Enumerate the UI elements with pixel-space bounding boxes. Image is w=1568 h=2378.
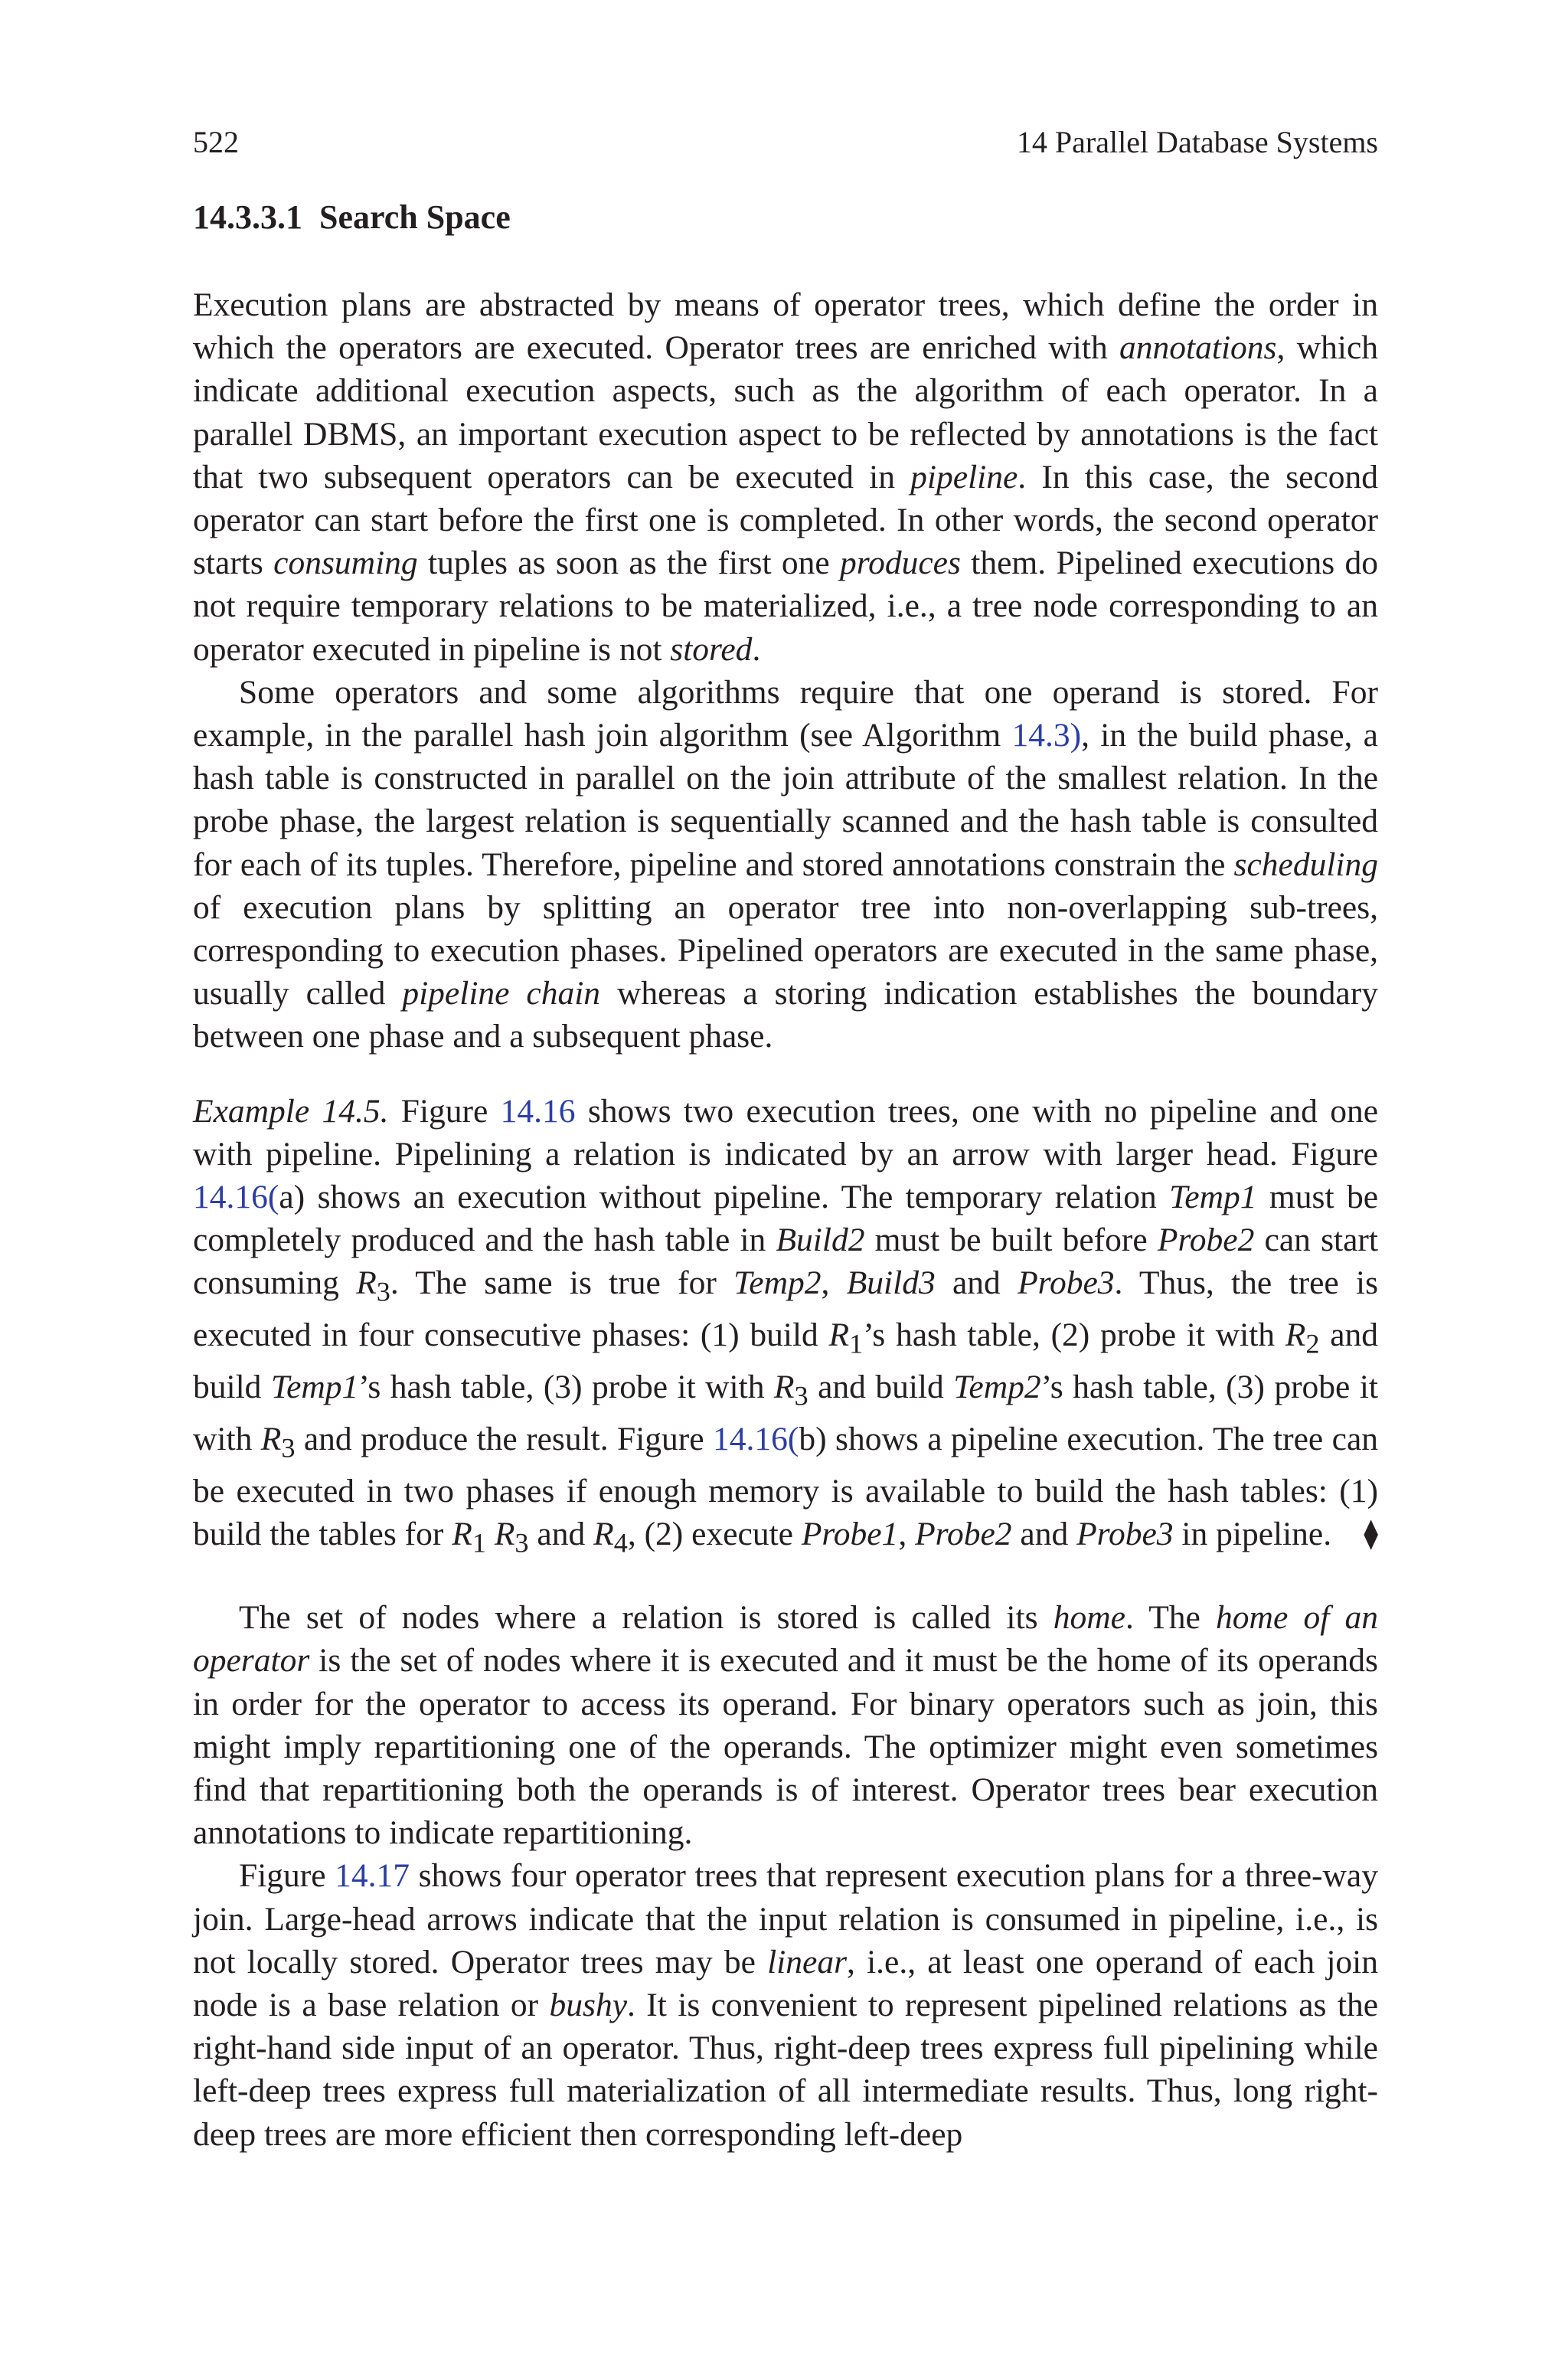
text-run: is the set of nodes where it is executed and it must be the home of its operands in order for the operator to access its operand. For binary operators such as join, this might imply repartitioning one of the operands. The optimizer might even sometimes find that repartitioning both the operands is of interest. Operator trees bear execution annotations to indicate repartitioning. <box>193 1642 1378 1852</box>
math-symbol: R <box>593 1516 614 1553</box>
math-term: Temp1 <box>270 1369 359 1406</box>
section-number: 14.3.3.1 <box>193 198 302 236</box>
math-symbol: R <box>1285 1317 1306 1354</box>
text-run: and produce the result. Figure <box>295 1421 714 1458</box>
emphasis: bushy <box>549 1986 628 2023</box>
math-term: Temp2 <box>733 1264 822 1302</box>
text-run: b) shows a pipeline execution. The tree can be executed in two phases if enough memory is available to build the hash tables: (1) build the tables for <box>193 1421 1379 1553</box>
text-run: shows four operator trees that represent execution plans for a three-way join. Large-head arrows indicate that the input relation is consumed in pipeline, i.e., is not locally stored. Operator trees may be <box>193 1857 1378 1981</box>
emphasis: scheduling <box>1233 846 1378 883</box>
emphasis: consuming <box>273 545 418 582</box>
text-run: . In this case, the second operator can start before the first one is completed. In other words, the second operator starts <box>193 458 1378 582</box>
text-run: The set of nodes where a relation is stored is called its <box>239 1599 1054 1637</box>
text-run: and <box>1011 1516 1077 1553</box>
text-run: tuples as soon as the first one <box>417 545 841 582</box>
math-subscript: 2 <box>1305 1329 1320 1360</box>
example-label: Example 14.5. <box>193 1092 389 1130</box>
math-subscript: 3 <box>376 1277 390 1308</box>
math-term: Temp1 <box>1169 1179 1257 1216</box>
math-term: Build2 <box>776 1222 865 1259</box>
body-text <box>193 283 1378 2156</box>
text-run: can start consuming <box>193 1222 1378 1302</box>
emphasis: stored <box>670 630 753 668</box>
section-title: Search Space <box>319 198 511 236</box>
section-heading <box>193 198 511 237</box>
text-run: in pipeline. <box>1173 1516 1332 1553</box>
text-run: Some operators and some algorithms require that one operand is stored. For example, in the parallel hash join algorithm (see Algorithm <box>193 673 1378 754</box>
text-run: ’s hash table, (3) probe it with <box>193 1369 1378 1458</box>
math-term: Build3 <box>846 1264 936 1302</box>
emphasis: pipeline <box>910 458 1018 496</box>
text-run: . <box>752 630 761 668</box>
text-run: them. Pipelined executions do not require temporary relations to be materialized, i.e., a tree node corresponding to an operator executed in pipeline is not <box>193 545 1378 668</box>
math-subscript: 4 <box>613 1527 628 1559</box>
math-term: Probe2 <box>1157 1222 1255 1259</box>
text-run: whereas a storing indication establishes the boundary between one phase and a subsequent phase. <box>193 975 1378 1055</box>
math-subscript: 1 <box>849 1329 864 1360</box>
end-of-example-icon: ⧫ <box>1364 1518 1378 1551</box>
figure-link[interactable]: 14.16( <box>193 1179 279 1216</box>
text-run: and <box>935 1264 1018 1302</box>
figure-link[interactable]: 14.16 <box>500 1092 576 1130</box>
algorithm-link[interactable]: 14.3) <box>1011 717 1082 754</box>
math-subscript: 3 <box>514 1527 529 1559</box>
text-run: . The same is true for <box>390 1264 734 1302</box>
text-run: , in the build phase, a hash table is constructed in parallel on the join attribute of the smallest relation. In the probe phase, the largest relation is sequentially scanned and the hash table is consulted for each of its tuples. Therefore, pipeline and stored annotations constrain the <box>193 717 1378 883</box>
math-term: Temp2 <box>953 1369 1041 1406</box>
math-symbol: R <box>828 1317 850 1354</box>
text-run: . It is convenient to represent pipelined relations as the right-hand side input of an operator. Thus, right-deep trees express full pipelining while left-deep trees express full materialization of all intermediate results. Thus, long right-deep trees are more efficient then corresponding left-deep <box>193 1986 1379 2153</box>
emphasis: produces <box>840 545 961 582</box>
math-subscript: 3 <box>794 1380 808 1411</box>
text-run: and build <box>193 1317 1379 1406</box>
text-run: . Thus, the tree is executed in four consecutive phases: (1) build <box>193 1264 1379 1354</box>
page-header <box>193 124 1378 162</box>
text-run: Figure <box>388 1092 501 1130</box>
text-run: , <box>898 1516 916 1553</box>
text-run: , i.e., at least one operand of each join node is a base relation or <box>193 1943 1378 2023</box>
text-run: a) shows an execution without pipeline. The temporary relation <box>279 1179 1170 1216</box>
emphasis: annotations <box>1119 329 1277 367</box>
text-run: and build <box>808 1369 954 1406</box>
page-number: 522 <box>193 125 239 159</box>
text-run <box>486 1516 495 1552</box>
paragraph-1 <box>193 283 1378 671</box>
text-run: shows two execution trees, one with no pipeline and one with pipeline. Pipelining a relation is indicated by an arrow with larger head. Figure <box>193 1092 1378 1173</box>
math-subscript: 3 <box>281 1432 296 1464</box>
emphasis: home of an operator <box>193 1599 1378 1680</box>
math-term: Probe3 <box>1076 1516 1174 1553</box>
figure-link[interactable]: 14.17 <box>335 1857 410 1895</box>
math-symbol: R <box>356 1264 377 1302</box>
text-run: Figure <box>239 1857 335 1895</box>
math-term: Probe3 <box>1018 1264 1115 1302</box>
text-run: Execution plans are abstracted by means of operator trees, which define the order in which the operators are executed. Operator trees are enriched with <box>193 286 1378 367</box>
math-term: Probe1 <box>801 1516 899 1553</box>
math-symbol: R <box>452 1516 472 1553</box>
math-symbol: R <box>260 1421 282 1458</box>
text-run: , <box>821 1264 847 1302</box>
math-symbol: R <box>773 1369 795 1406</box>
math-term: Probe2 <box>915 1516 1012 1553</box>
text-run: and <box>528 1516 594 1553</box>
example-block <box>193 1090 1378 1565</box>
math-symbol: R <box>494 1516 515 1553</box>
emphasis: home <box>1053 1599 1125 1637</box>
text-run: , which indicate additional execution aspects, such as the algorithm of each operator. In a parallel DBMS, an important execution aspect to be reflected by annotations is the fact that two subsequent operators can be executed in <box>193 329 1378 496</box>
text-run: ’s hash table, (2) probe it with <box>863 1317 1285 1354</box>
paragraph-3 <box>193 1596 1378 1854</box>
text-run: must be built before <box>864 1222 1158 1259</box>
emphasis: linear <box>767 1943 848 1981</box>
text-run: , (2) execute <box>627 1516 802 1553</box>
paragraph-2 <box>193 671 1378 1058</box>
text-run: must be completely produced and the hash table in <box>193 1179 1378 1259</box>
text-run: of execution plans by splitting an operator tree into non-overlapping sub-trees, corresponding to execution phases. Pipelined operators are executed in the same phase, usually called <box>193 888 1378 1012</box>
running-title: 14 Parallel Database Systems <box>1016 125 1378 159</box>
figure-link[interactable]: 14.16( <box>713 1421 799 1458</box>
math-subscript: 1 <box>472 1527 486 1559</box>
text-run: . The <box>1125 1599 1217 1637</box>
emphasis: pipeline chain <box>402 975 601 1012</box>
text-run: ’s hash table, (3) probe it with <box>358 1369 774 1406</box>
paragraph-4 <box>193 1854 1378 2155</box>
